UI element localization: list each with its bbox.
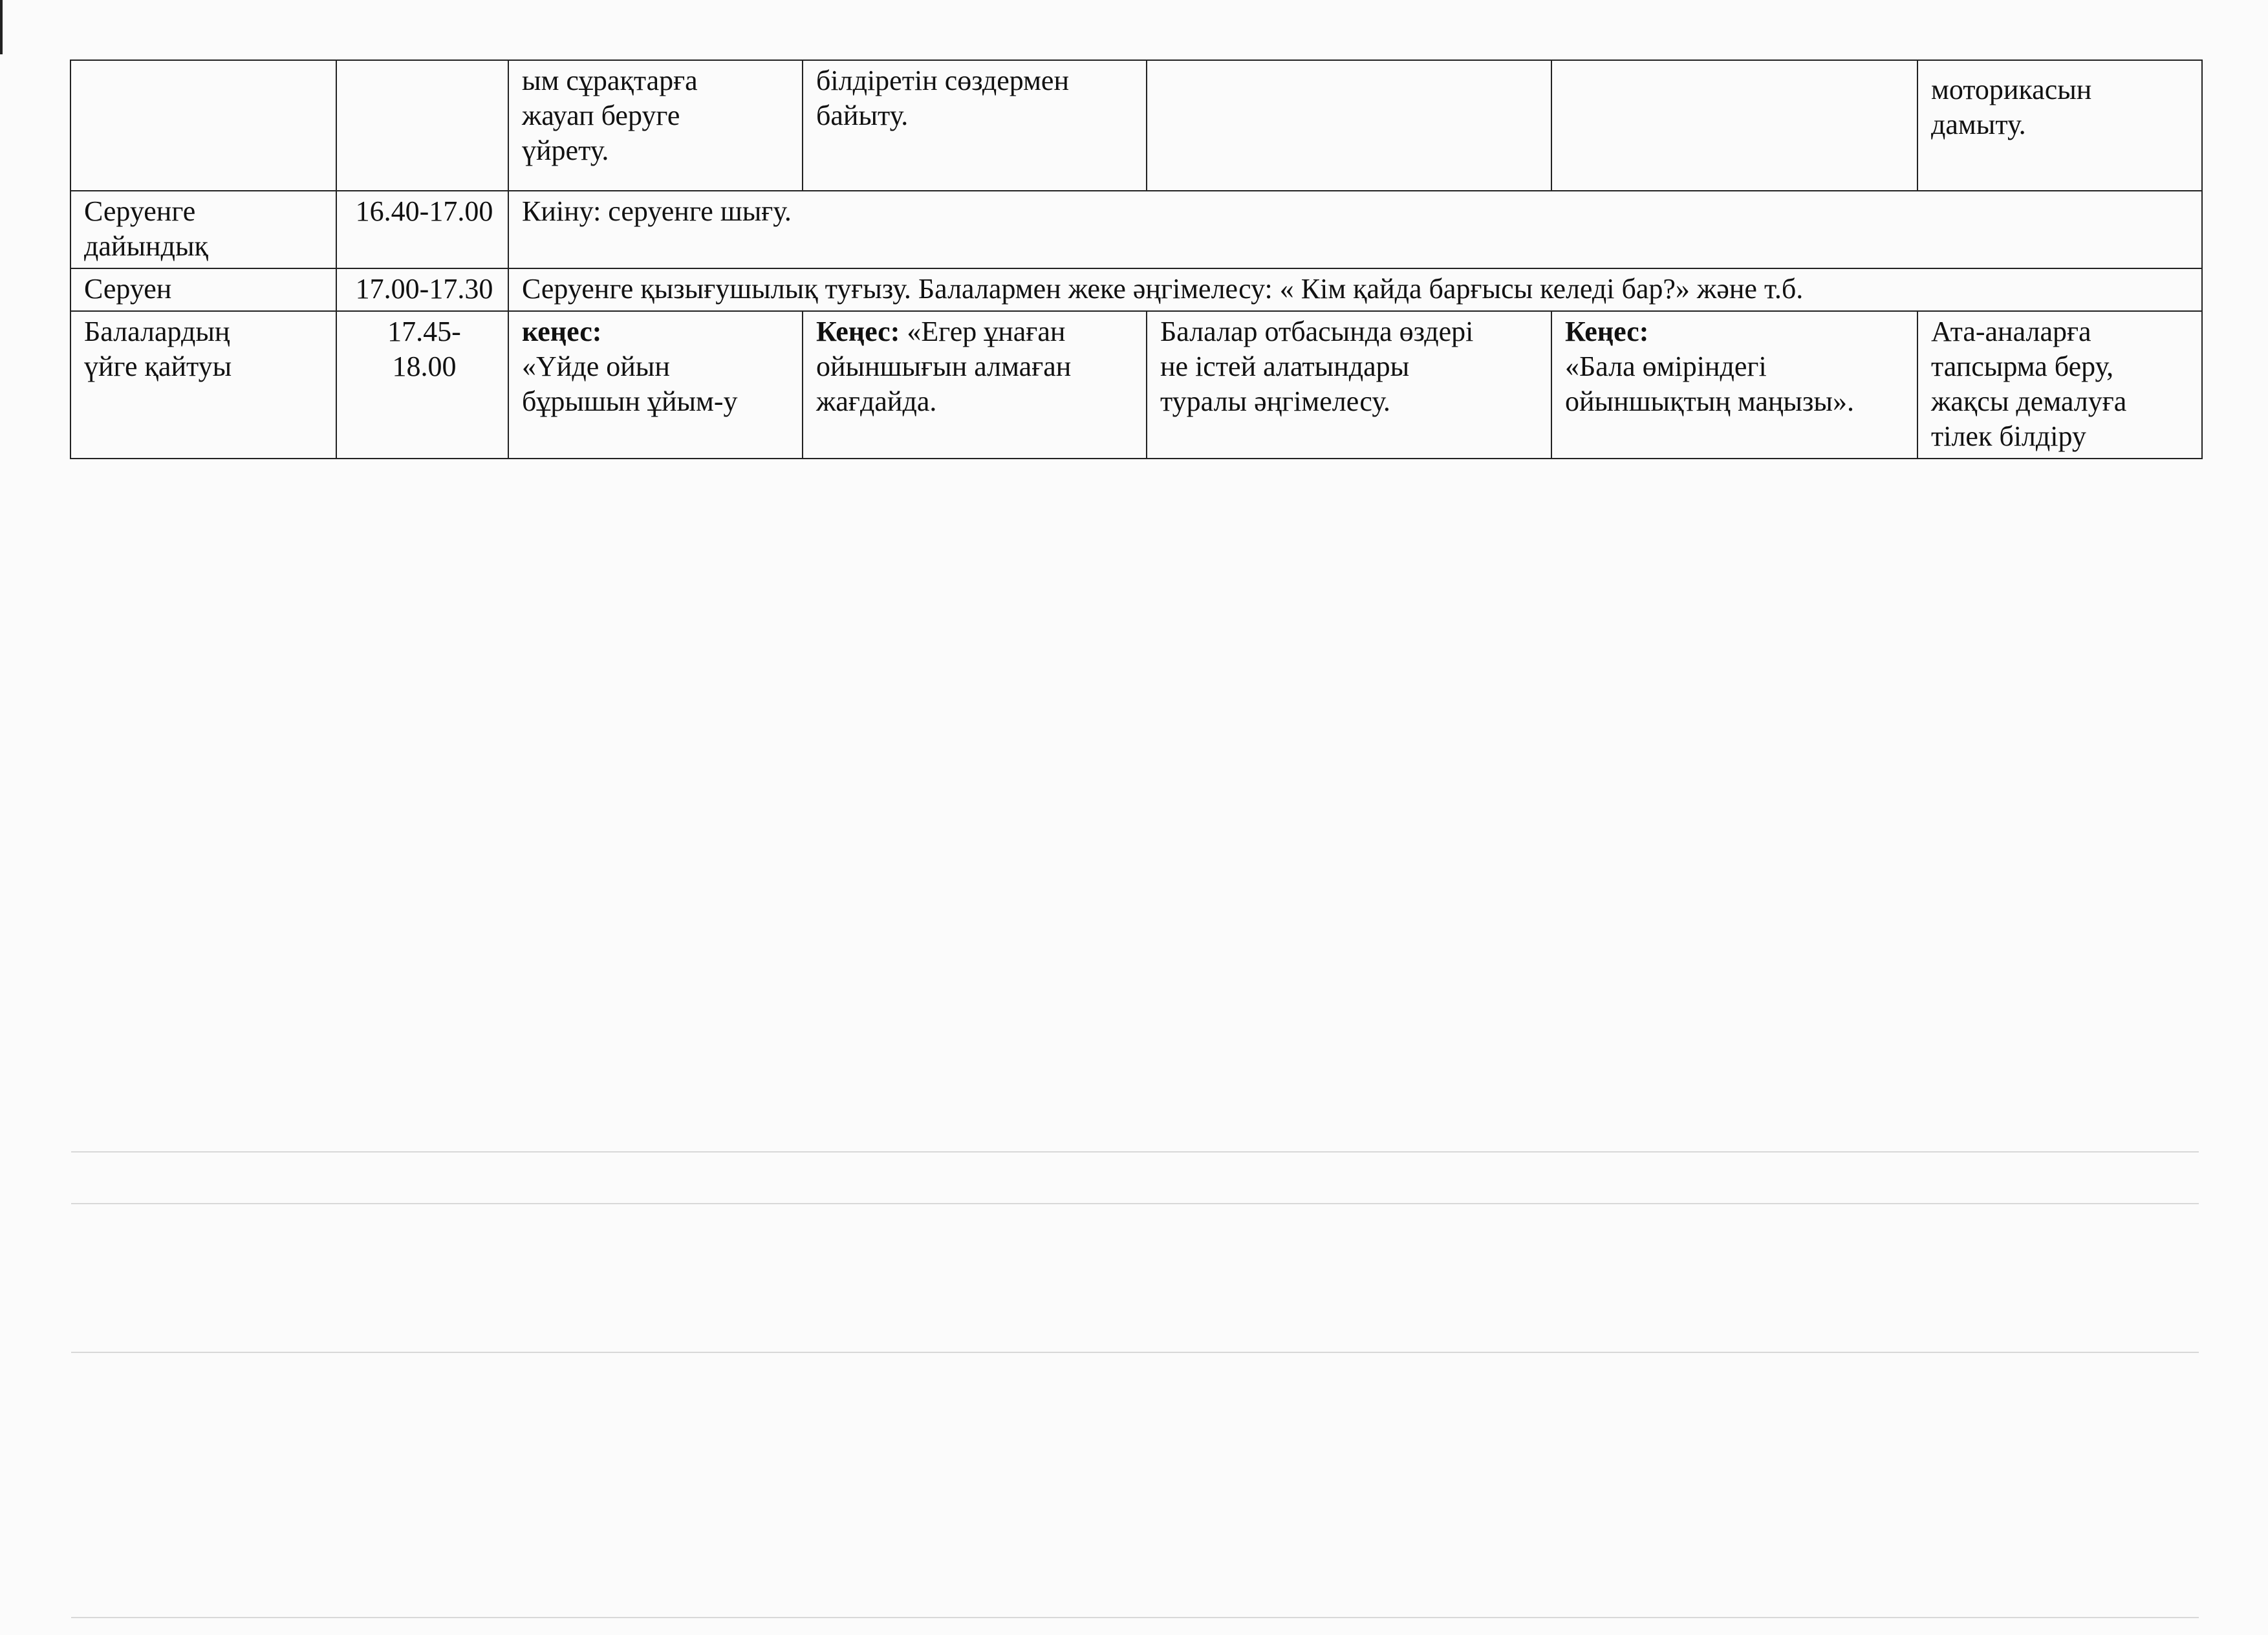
advice-cell-6 — [1551, 311, 1917, 459]
bleed-through-line — [71, 1617, 2199, 1618]
advice-cell-4 — [803, 311, 1147, 459]
bleed-through-line — [71, 1352, 2199, 1353]
advice-cell-3 — [508, 311, 803, 459]
advice-label: Кеңес: — [816, 316, 900, 347]
table-row — [70, 191, 2202, 268]
page-edge-mark — [0, 0, 3, 54]
bleed-through-line — [71, 1203, 2199, 1204]
table-row — [70, 268, 2202, 311]
section-cell: Серуен — [70, 268, 336, 311]
advice-text: «Бала өміріндегі ойыншықтың маңызы». — [1565, 351, 1854, 417]
activity-cell-6 — [1551, 60, 1917, 191]
section-cell: Балалардың үйге қайтуы — [70, 311, 336, 459]
table-row — [70, 311, 2202, 459]
advice-label: Кеңес: — [1565, 316, 1649, 347]
activity-cell: Киіну: серуенге шығу. — [508, 191, 2202, 268]
section-cell — [70, 60, 336, 191]
time-cell — [336, 60, 508, 191]
daily-schedule-table — [70, 60, 2203, 459]
advice-text: «Үйде ойын бұрышын ұйым-у — [522, 351, 738, 417]
time-cell: 16.40-17.00 — [336, 191, 508, 268]
activity-cell-5 — [1147, 60, 1551, 191]
table-row — [70, 60, 2202, 191]
activity-cell-7: моторикасын дамыту. — [1917, 60, 2202, 191]
section-cell: Серуенге дайындық — [70, 191, 336, 268]
advice-label: кеңес: — [522, 316, 602, 347]
bleed-through-line — [71, 1151, 2199, 1153]
parents-task-cell-7: Ата-аналарға тапсырма беру, жақсы демалуға тілек білдіру — [1917, 311, 2202, 459]
schedule-table-container — [70, 60, 2201, 459]
activity-cell-3: ым сұрақтарға жауап беруге үйрету. — [508, 60, 803, 191]
activity-cell: Серуенге қызығушылық туғызу. Балалармен жеке әңгімелесу: « Кім қайда барғысы келеді бар?» және т.б. — [508, 268, 2202, 311]
advice-text: «Егер ұнаған ойыншығын алмаған жағдайда. — [816, 316, 1072, 417]
time-cell: 17.45- 18.00 — [336, 311, 508, 459]
activity-cell-4: білдіретін сөздермен байыту. — [803, 60, 1147, 191]
time-cell: 17.00-17.30 — [336, 268, 508, 311]
talk-cell-5: Балалар отбасында өздері не істей алатындары туралы әңгімелесу. — [1147, 311, 1551, 459]
